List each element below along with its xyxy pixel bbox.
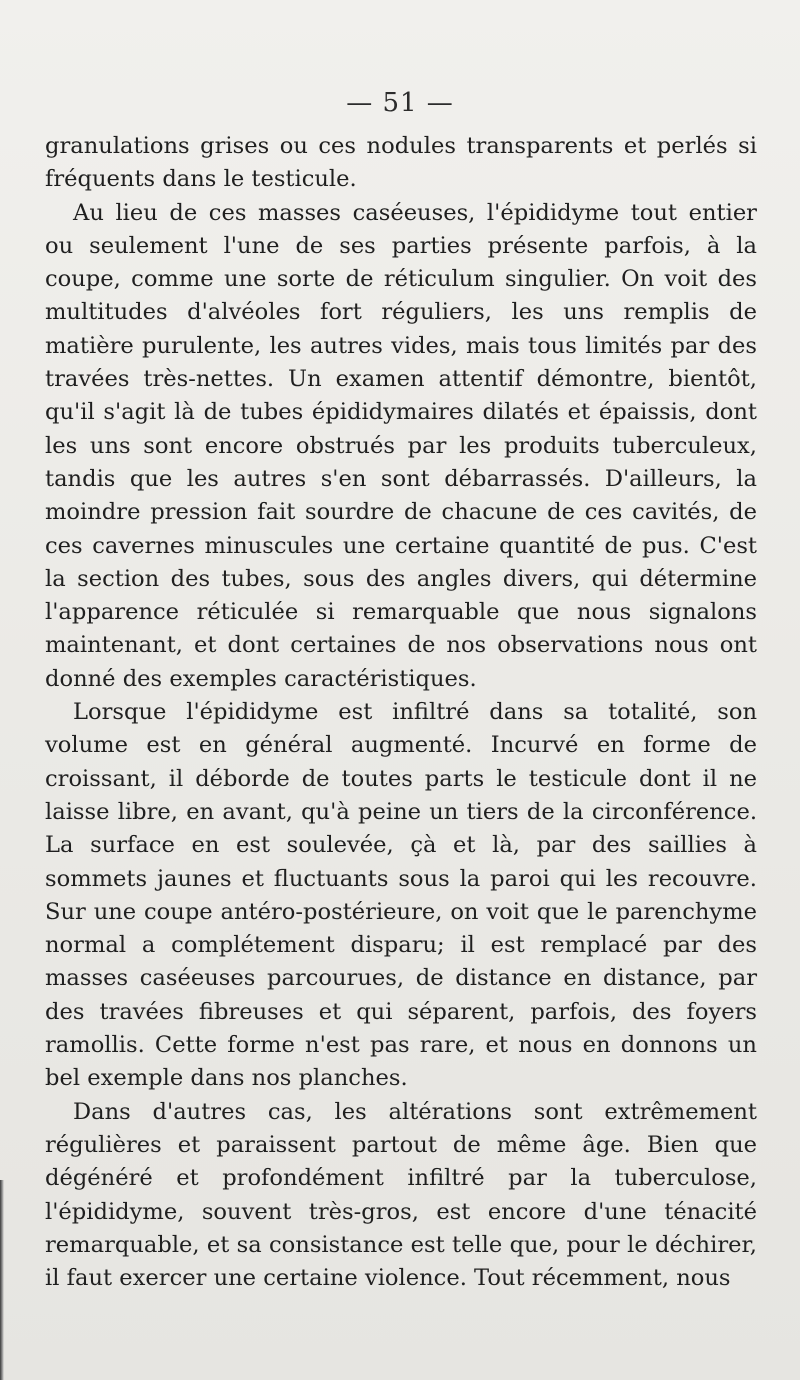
paragraph-other-cases: Dans d'autres cas, les altérations sont extrêmement régulières et paraissent partout de même âge. Bien que dégénéré et profondément infiltré par la tuberculose, l'épididyme, souvent très-gros, est encore d'une ténacité remarquable, et sa consistance est telle que, pour le déchirer, il faut exercer une certaine violence. Tout récemment, nous <box>45 1098 757 1292</box>
paragraph-continuation: granulations grises ou ces nodules transparents et perlés si fréquents dans le testicule. <box>45 133 757 193</box>
paragraph-reticulum: Au lieu de ces masses caséeuses, l'épididyme tout entier ou seulement l'une de ses parties présente parfois, à la coupe, comme une sorte de réticulum singulier. On voit des multitudes d'alvéoles fort réguliers, les uns remplis de matière purulente, les autres vides, mais tous limités par des travées très-nettes. Un examen attentif démontre, bientôt, qu'il s'agit là de tubes épididymaires dilatés et épaissis, dont les uns sont encore obstrués par les produits tuberculeux, tandis que les autres s'en sont débarrassés. D'ailleurs, la moindre pression fait sourdre de chacune de ces cavités, de ces cavernes minuscules une certaine quantité de pus. C'est la section des tubes, sous des angles divers, qui détermine l'apparence réticulée si remarquable que nous signalons maintenant, et dont certaines de nos observations nous ont donné des exemples caractéristiques. <box>45 199 757 692</box>
binding-edge-shadow <box>0 1180 4 1380</box>
page-number: — 51 — <box>346 88 454 118</box>
body-text <box>45 130 757 1295</box>
paragraph-infiltration: Lorsque l'épididyme est infiltré dans sa totalité, son volume est en général augmenté. Incurvé en forme de croissant, il déborde de toutes parts le testicule dont il ne laisse libre, en avant, qu'à peine un tiers de la circonférence. La surface en est soulevée, çà et là, par des saillies à sommets jaunes et fluctuants sous la paroi qui les recouvre. Sur une coupe antéro-postérieure, on voit que le parenchyme normal a complétement disparu; il est remplacé par des masses caséeuses parcourues, de distance en distance, par des travées fibreuses et qui séparent, parfois, des foyers ramollis. Cette forme n'est pas rare, et nous en donnons un bel exemple dans nos planches. <box>45 699 757 1092</box>
